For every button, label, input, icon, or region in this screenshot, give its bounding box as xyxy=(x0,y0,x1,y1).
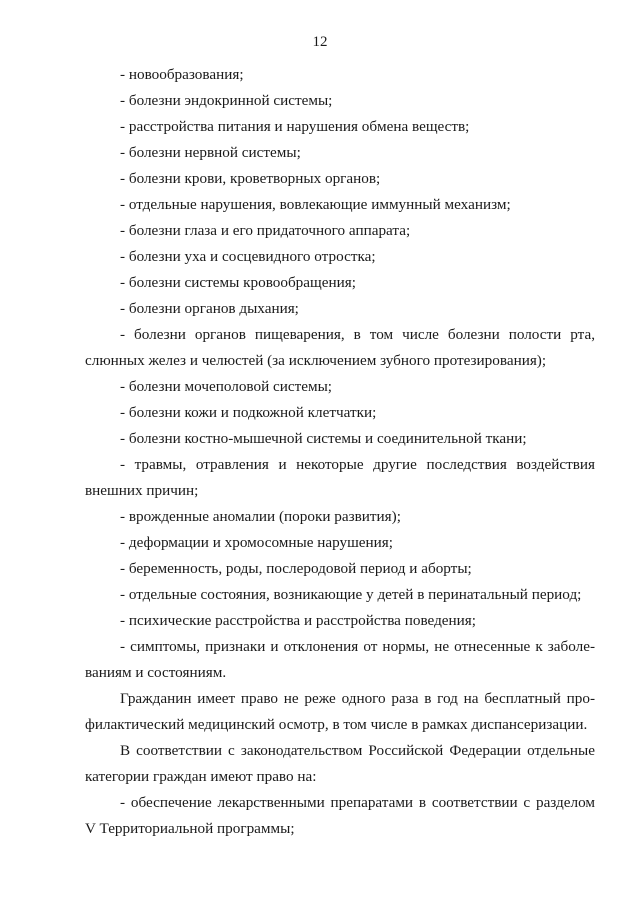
list-item: - болезни крови, кроветворных органов; xyxy=(120,170,381,187)
document-body xyxy=(85,62,595,842)
page-number: 12 xyxy=(312,34,328,50)
list-item: - болезни органов дыхания; xyxy=(120,300,299,317)
list-item: - психические расстройства и расстройства поведения; xyxy=(120,612,476,629)
paragraph-citizen-categories: В соответствии с законодательством Российской Федерации отдельные категории граждан имеют право на: xyxy=(85,742,595,785)
list-item: - болезни эндокринной системы; xyxy=(120,92,333,109)
list-item: - отдельные состояния, возникающие у детей в перинатальный период; xyxy=(120,586,582,603)
list-item: - отдельные нарушения, вовлекающие иммунный механизм; xyxy=(120,196,511,213)
list-item: - беременность, роды, послеродовой период и аборты; xyxy=(120,560,472,577)
list-item: - болезни нервной системы; xyxy=(120,144,301,161)
list-item: - болезни костно-мышечной системы и соединительной ткани; xyxy=(120,430,527,447)
paragraph-drug-provision: - обеспечение лекарственными препаратами в соответствии с разделом V Территориальной программы; xyxy=(85,794,595,837)
list-item: - болезни кожи и подкожной клетчатки; xyxy=(120,404,377,421)
list-item: - травмы, отравления и некоторые другие последствия воздействия внешних причин; xyxy=(85,456,595,499)
list-item: - симптомы, признаки и отклонения от нормы, не отнесенные к заболе-ваниям и состояниям. xyxy=(85,638,595,681)
list-item: - болезни системы кровообращения; xyxy=(120,274,356,291)
list-item: - болезни уха и сосцевидного отростка; xyxy=(120,248,376,265)
list-item: - врожденные аномалии (пороки развития); xyxy=(120,508,401,525)
list-item: - расстройства питания и нарушения обмена веществ; xyxy=(120,118,470,135)
list-item: - болезни мочеполовой системы; xyxy=(120,378,333,395)
list-item: - новообразования; xyxy=(120,66,244,83)
list-item: - деформации и хромосомные нарушения; xyxy=(120,534,394,551)
list-item: - болезни глаза и его придаточного аппарата; xyxy=(120,222,411,239)
list-item: - болезни органов пищеварения, в том числе болезни полости рта, слюнных желез и челюстей (за исключением зубного протезирования); xyxy=(85,326,595,369)
paragraph-preventive-exam: Гражданин имеет право не реже одного раза в год на бесплатный про-филактический медицинский осмотр, в том числе в рамках диспансеризации. xyxy=(85,690,595,733)
